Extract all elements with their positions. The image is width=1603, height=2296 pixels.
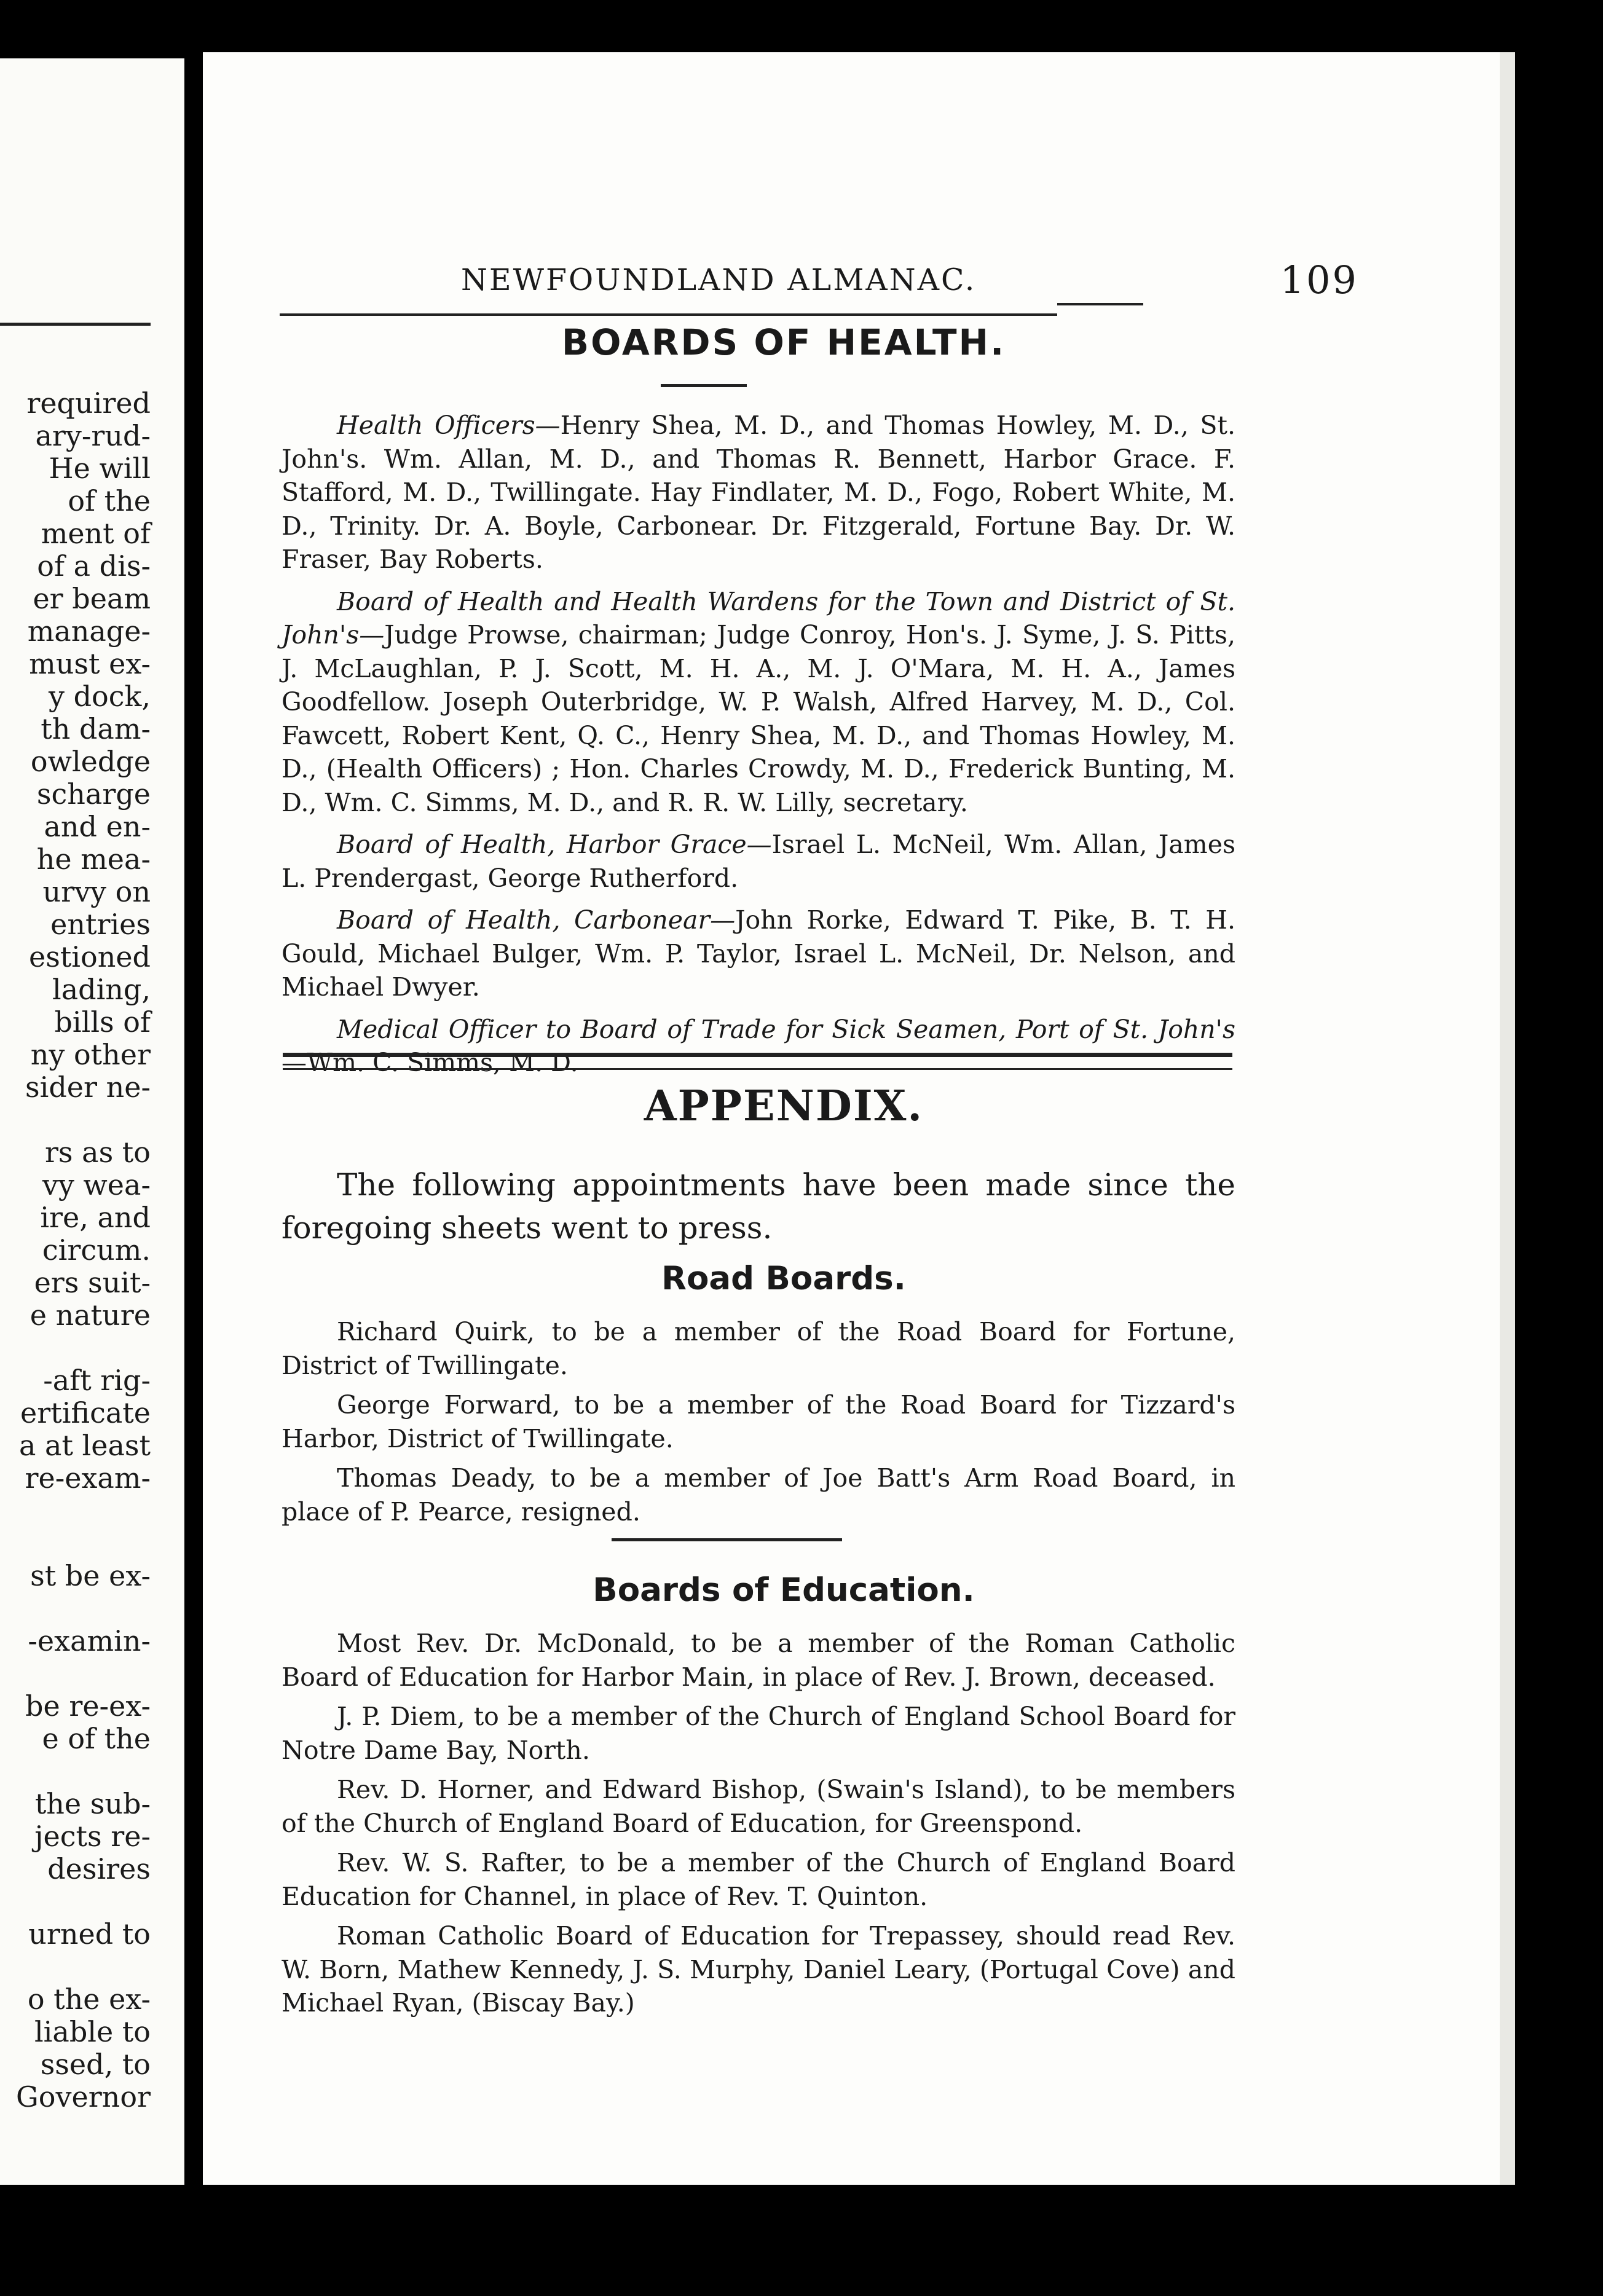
road-boards-heading: Road Boards. (661, 1260, 906, 1297)
st-johns-board-paragraph: Board of Health and Health Wardens for the Town and District of St. John's—Judge Prowse, chairman; Judge Conroy, Hon's. J. Syme, J. S. Pitts, J. McLaughlan, P. J. Scott, M. H. A., M. J. O'Mara, M. H. A., James Goodfellow. Joseph Outerbridge, W. P. Walsh, Alfred Harvey, M. D., Col. Fawcett, Robert Kent, Q. C., Henry Shea, M. D., and Thomas Howley, M. D., (Health Officers) ; Hon. Charles Crowdy, M. D., Frederick Bunting, M. D., Wm. C. Simms, M. D., and R. R. W. Lilly, secretary. (282, 586, 1235, 817)
left-page-line: jects re- (34, 1820, 151, 1853)
carbonear-board-paragraph: Board of Health, Carbonear—John Rorke, Edward T. Pike, B. T. H. Gould, Michael Bulger, Wm. P. Taylor, Israel L. McNeil, Dr. Nelson, and Michael Dwyer. (282, 905, 1235, 1002)
left-page-line: he mea- (36, 843, 151, 876)
left-page-line: st be ex- (30, 1559, 151, 1592)
left-page-line: urvy on (42, 875, 151, 908)
appendix-heading: APPENDIX. (644, 1082, 924, 1131)
left-page-line: scharge (36, 777, 151, 811)
boards-of-health-body (282, 409, 1235, 1080)
left-page-line: estioned (28, 940, 151, 973)
page-number-rule (1057, 303, 1143, 305)
left-page-line: er beam (33, 582, 151, 615)
left-page-line: ny other (30, 1038, 151, 1071)
left-page-line: liable to (34, 2015, 151, 2048)
education-board-entry: Roman Catholic Board of Education for Trepassey, should read Rev. W. Born, Mathew Kennedy, J. S. Murphy, Daniel Leary, (Portugal Cove) and Michael Ryan, (Biscay Bay.) (282, 1921, 1235, 2018)
left-facing-page (0, 58, 184, 2185)
left-page-line: and en- (44, 810, 151, 843)
left-page-line: o the ex- (27, 1983, 151, 2016)
section-divider (612, 1538, 842, 1541)
left-page-line: urned to (28, 1917, 151, 1951)
left-page-line: desires (47, 1852, 151, 1885)
header-rule (280, 313, 1057, 316)
left-page-line: required (26, 387, 151, 420)
left-page-line: re-exam- (25, 1461, 151, 1495)
running-title: NEWFOUNDLAND ALMANAC. (461, 262, 977, 297)
road-board-entry: Richard Quirk, to be a member of the Road Board for Fortune, District of Twillingate. (282, 1317, 1235, 1380)
left-page-line: He will (49, 452, 151, 485)
left-page-line: th dam- (41, 712, 151, 745)
left-page-line: ers suit- (34, 1266, 151, 1299)
boards-of-education-body (282, 1627, 1235, 2020)
appendix-intro: The following appointments have been made since the foregoing sheets went to press. (282, 1167, 1235, 1246)
left-page-line: be re-ex- (25, 1689, 151, 1723)
page-number: 109 (1280, 258, 1358, 302)
left-page-rule (0, 323, 151, 326)
left-page-line: rs as to (44, 1136, 151, 1169)
boards-of-education-heading: Boards of Education. (593, 1571, 975, 1609)
section-double-rule (283, 1053, 1232, 1070)
left-page-line: bills of (54, 1005, 151, 1039)
boards-of-health-heading: BOARDS OF HEALTH. (561, 321, 1006, 363)
health-officers-paragraph: Health Officers—Henry Shea, M. D., and Thomas Howley, M. D., St. John's. Wm. Allan, M. D., and Thomas R. Bennett, Harbor Grace. F. Stafford, M. D., Twillingate. Hay Findlater, M. D., Fogo, Robert White, M. D., Trinity. Dr. A. Boyle, Carbonear. Dr. Fitzgerald, Fortune Bay. Dr. W. Fraser, Bay Roberts. (282, 411, 1235, 574)
education-board-entry: Most Rev. Dr. McDonald, to be a member of the Roman Catholic Board of Education for Harbor Main, in place of Rev. J. Brown, deceased. (282, 1629, 1235, 1692)
medical-officer-paragraph: Medical Officer to Board of Trade for Sick Seamen, Port of St. John's —Wm. C. Simms, M. D. (282, 1014, 1235, 1077)
road-boards-body (282, 1315, 1235, 1528)
left-page-line: of the (68, 484, 151, 517)
page-edge (1500, 52, 1515, 2185)
left-page-line: e of the (42, 1722, 151, 1755)
left-page-line: of a dis- (37, 549, 151, 583)
left-page-line: circum. (42, 1233, 151, 1267)
education-board-entry: Rev. W. S. Rafter, to be a member of the Church of England Board Education for Channel, in place of Rev. T. Quinton. (282, 1848, 1235, 1911)
left-page-line: entries (50, 908, 151, 941)
left-page-line: the sub- (34, 1787, 151, 1820)
education-board-entry: Rev. D. Horner, and Edward Bishop, (Swain's Island), to be members of the Church of England Board of Education, for Greenspond. (282, 1775, 1235, 1838)
left-page-line: ire, and (40, 1201, 151, 1234)
left-page-line: ertificate (20, 1396, 151, 1429)
left-page-line: must ex- (29, 647, 151, 680)
left-page-line: sider ne- (25, 1071, 151, 1104)
section-divider (661, 384, 747, 387)
left-page-line: e nature (30, 1299, 151, 1332)
left-page-line: y dock, (48, 680, 151, 713)
running-header (280, 258, 1365, 305)
road-board-entry: Thomas Deady, to be a member of Joe Batt's Arm Road Board, in place of P. Pearce, resigned. (282, 1463, 1235, 1527)
left-page-line: a at least (18, 1429, 151, 1462)
left-page-line: -aft rig- (43, 1364, 151, 1397)
left-page-line: -examin- (28, 1624, 151, 1657)
left-page-line: manage- (27, 615, 151, 648)
road-board-entry: George Forward, to be a member of the Road Board for Tizzard's Harbor, District of Twillingate. (282, 1390, 1235, 1453)
education-board-entry: J. P. Diem, to be a member of the Church of England School Board for Notre Dame Bay, North. (282, 1702, 1235, 1765)
left-page-line: owledge (30, 745, 151, 778)
left-page-line: Governor (16, 2080, 151, 2113)
left-page-line: ary-rud- (35, 419, 151, 452)
left-page-line: ssed, to (40, 2048, 151, 2081)
left-page-line: lading, (52, 973, 151, 1006)
harbor-grace-board-paragraph: Board of Health, Harbor Grace—Israel L. McNeil, Wm. Allan, James L. Prendergast, George Rutherford. (282, 830, 1235, 893)
left-page-line: vy wea- (42, 1168, 151, 1201)
almanac-page (203, 52, 1500, 2185)
left-page-line: ment of (41, 517, 151, 550)
